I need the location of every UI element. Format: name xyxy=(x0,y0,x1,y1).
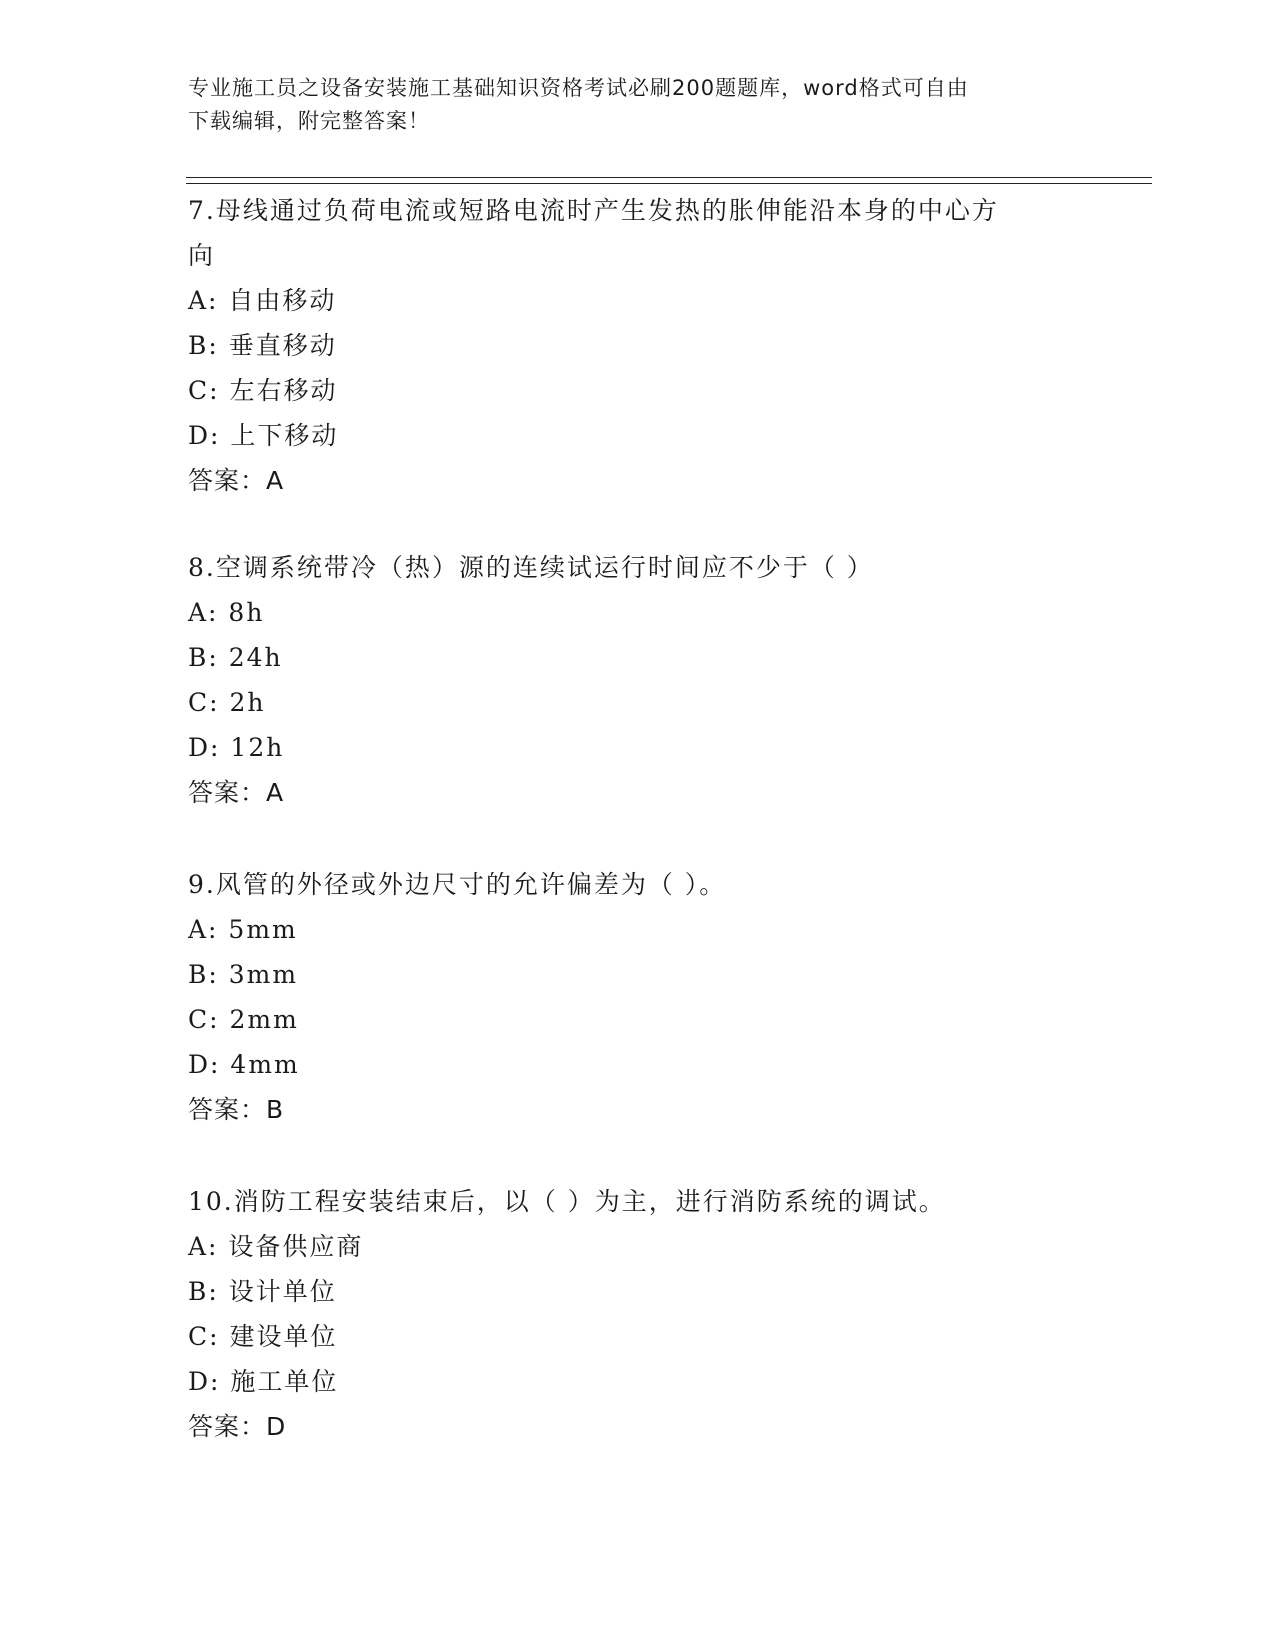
answer: 答案：B xyxy=(188,1095,285,1124)
question-stem: 10.消防工程安装结束后，以（ ）为主，进行消防系统的调试。 xyxy=(188,1187,946,1216)
option-a: A: 8h xyxy=(188,598,265,627)
option-a: A: 5mm xyxy=(188,915,298,944)
option-d: D: 12h xyxy=(188,733,285,762)
option-d: D: 施工单位 xyxy=(188,1367,339,1396)
question-9 xyxy=(188,862,1088,1132)
answer: 答案：D xyxy=(188,1412,287,1441)
header-line-2: 下载编辑，附完整答案！ xyxy=(188,109,430,133)
header-divider-top xyxy=(186,177,1152,178)
question-stem: 9.风管的外径或外边尺寸的允许偏差为（ ）。 xyxy=(188,870,727,899)
option-d: D: 4mm xyxy=(188,1050,300,1079)
option-b: B: 设计单位 xyxy=(188,1277,337,1306)
option-b: B: 3mm xyxy=(188,960,299,989)
option-a: A: 设备供应商 xyxy=(188,1232,364,1261)
header-line-1: 专业施工员之设备安装施工基础知识资格考试必刷200题题库，word格式可自由 xyxy=(188,76,969,100)
question-stem: 8.空调系统带冷（热）源的连续试运行时间应不少于（ ） xyxy=(188,553,874,582)
header-divider-bottom xyxy=(186,183,1152,184)
document-header xyxy=(188,72,1068,138)
question-stem-continued: 向 xyxy=(188,241,216,270)
question-10 xyxy=(188,1179,1088,1449)
option-c: C: 建设单位 xyxy=(188,1322,338,1351)
option-a: A: 自由移动 xyxy=(188,286,337,315)
option-c: C: 左右移动 xyxy=(188,376,338,405)
option-d: D: 上下移动 xyxy=(188,421,339,450)
option-b: B: 24h xyxy=(188,643,283,672)
question-7 xyxy=(188,188,1088,503)
answer: 答案：A xyxy=(188,778,285,807)
question-8 xyxy=(188,545,1088,815)
option-c: C: 2mm xyxy=(188,1005,299,1034)
question-stem: 7.母线通过负荷电流或短路电流时产生发热的胀伸能沿本身的中心方 xyxy=(188,196,999,225)
option-b: B: 垂直移动 xyxy=(188,331,337,360)
answer: 答案：A xyxy=(188,466,285,495)
option-c: C: 2h xyxy=(188,688,266,717)
